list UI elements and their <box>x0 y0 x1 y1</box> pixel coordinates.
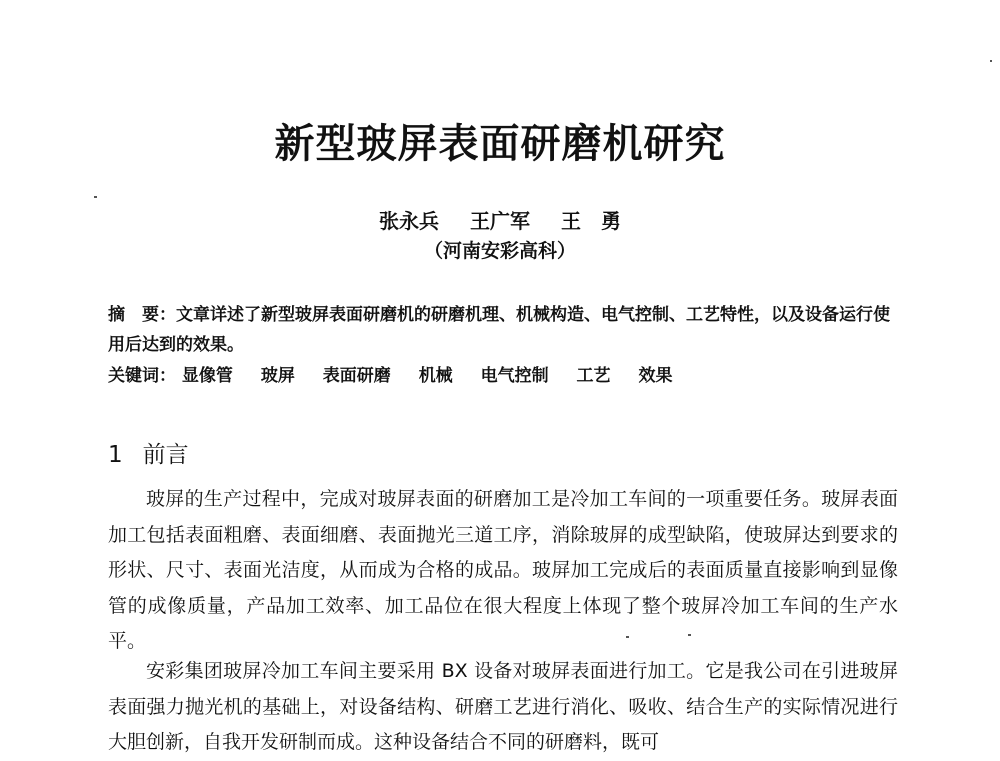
section-title: 前言 <box>142 442 189 468</box>
abstract-text: 文章详述了新型玻屏表面研磨机的研磨机理、机械构造、电气控制、工艺特性，以及设备运行使用后达到的效果。 <box>108 305 890 355</box>
abstract <box>108 300 898 360</box>
body-paragraph: 安彩集团玻屏冷加工车间主要采用 BX 设备对玻屏表面进行加工。它是我公司在引进玻屏表面强力抛光机的基础上，对设备结构、研磨工艺进行消化、吸收、结合生产的实际情况进行大胆创新，自我开发研制而成。这种设备结合不同的研磨料，既可 <box>108 660 898 753</box>
keyword: 电气控制 <box>480 366 549 386</box>
body-paragraph: 玻屏的生产过程中，完成对玻屏表面的研磨加工是冷加工车间的一项重要任务。玻屏表面加工包括表面粗磨、表面细磨、表面抛光三道工序，消除玻屏的成型缺陷，使玻屏达到要求的形状、尺寸、表面光洁度，从而成为合格的成品。玻屏加工完成后的表面质量直接影响到显像管的成像质量，产品加工效率、加工品位在很大程度上体现了整个玻屏冷加工车间的生产水平。 <box>108 488 898 652</box>
keyword: 工艺 <box>576 366 611 386</box>
keywords-label: 关键词： <box>108 366 176 386</box>
affiliation: （河南安彩高科） <box>423 240 576 262</box>
scan-speck <box>626 636 629 638</box>
scan-speck <box>94 196 97 198</box>
scan-speck <box>688 634 691 636</box>
abstract-label: 摘 要： <box>108 305 176 325</box>
paper-title: 新型玻屏表面研磨机研究 <box>274 121 726 167</box>
author-name: 王广军 <box>470 209 530 233</box>
author-list <box>0 205 1000 234</box>
author-name: 张永兵 <box>379 209 440 233</box>
scan-speck <box>990 60 992 62</box>
keyword: 机械 <box>418 366 453 386</box>
keyword: 效果 <box>638 366 673 386</box>
keywords <box>108 362 898 390</box>
section-heading <box>108 436 189 469</box>
section-number: 1 <box>108 442 123 468</box>
keyword: 表面研磨 <box>322 366 391 386</box>
keyword: 玻屏 <box>260 366 295 386</box>
author-name: 王 勇 <box>560 209 621 233</box>
keyword: 显像管 <box>181 366 233 386</box>
